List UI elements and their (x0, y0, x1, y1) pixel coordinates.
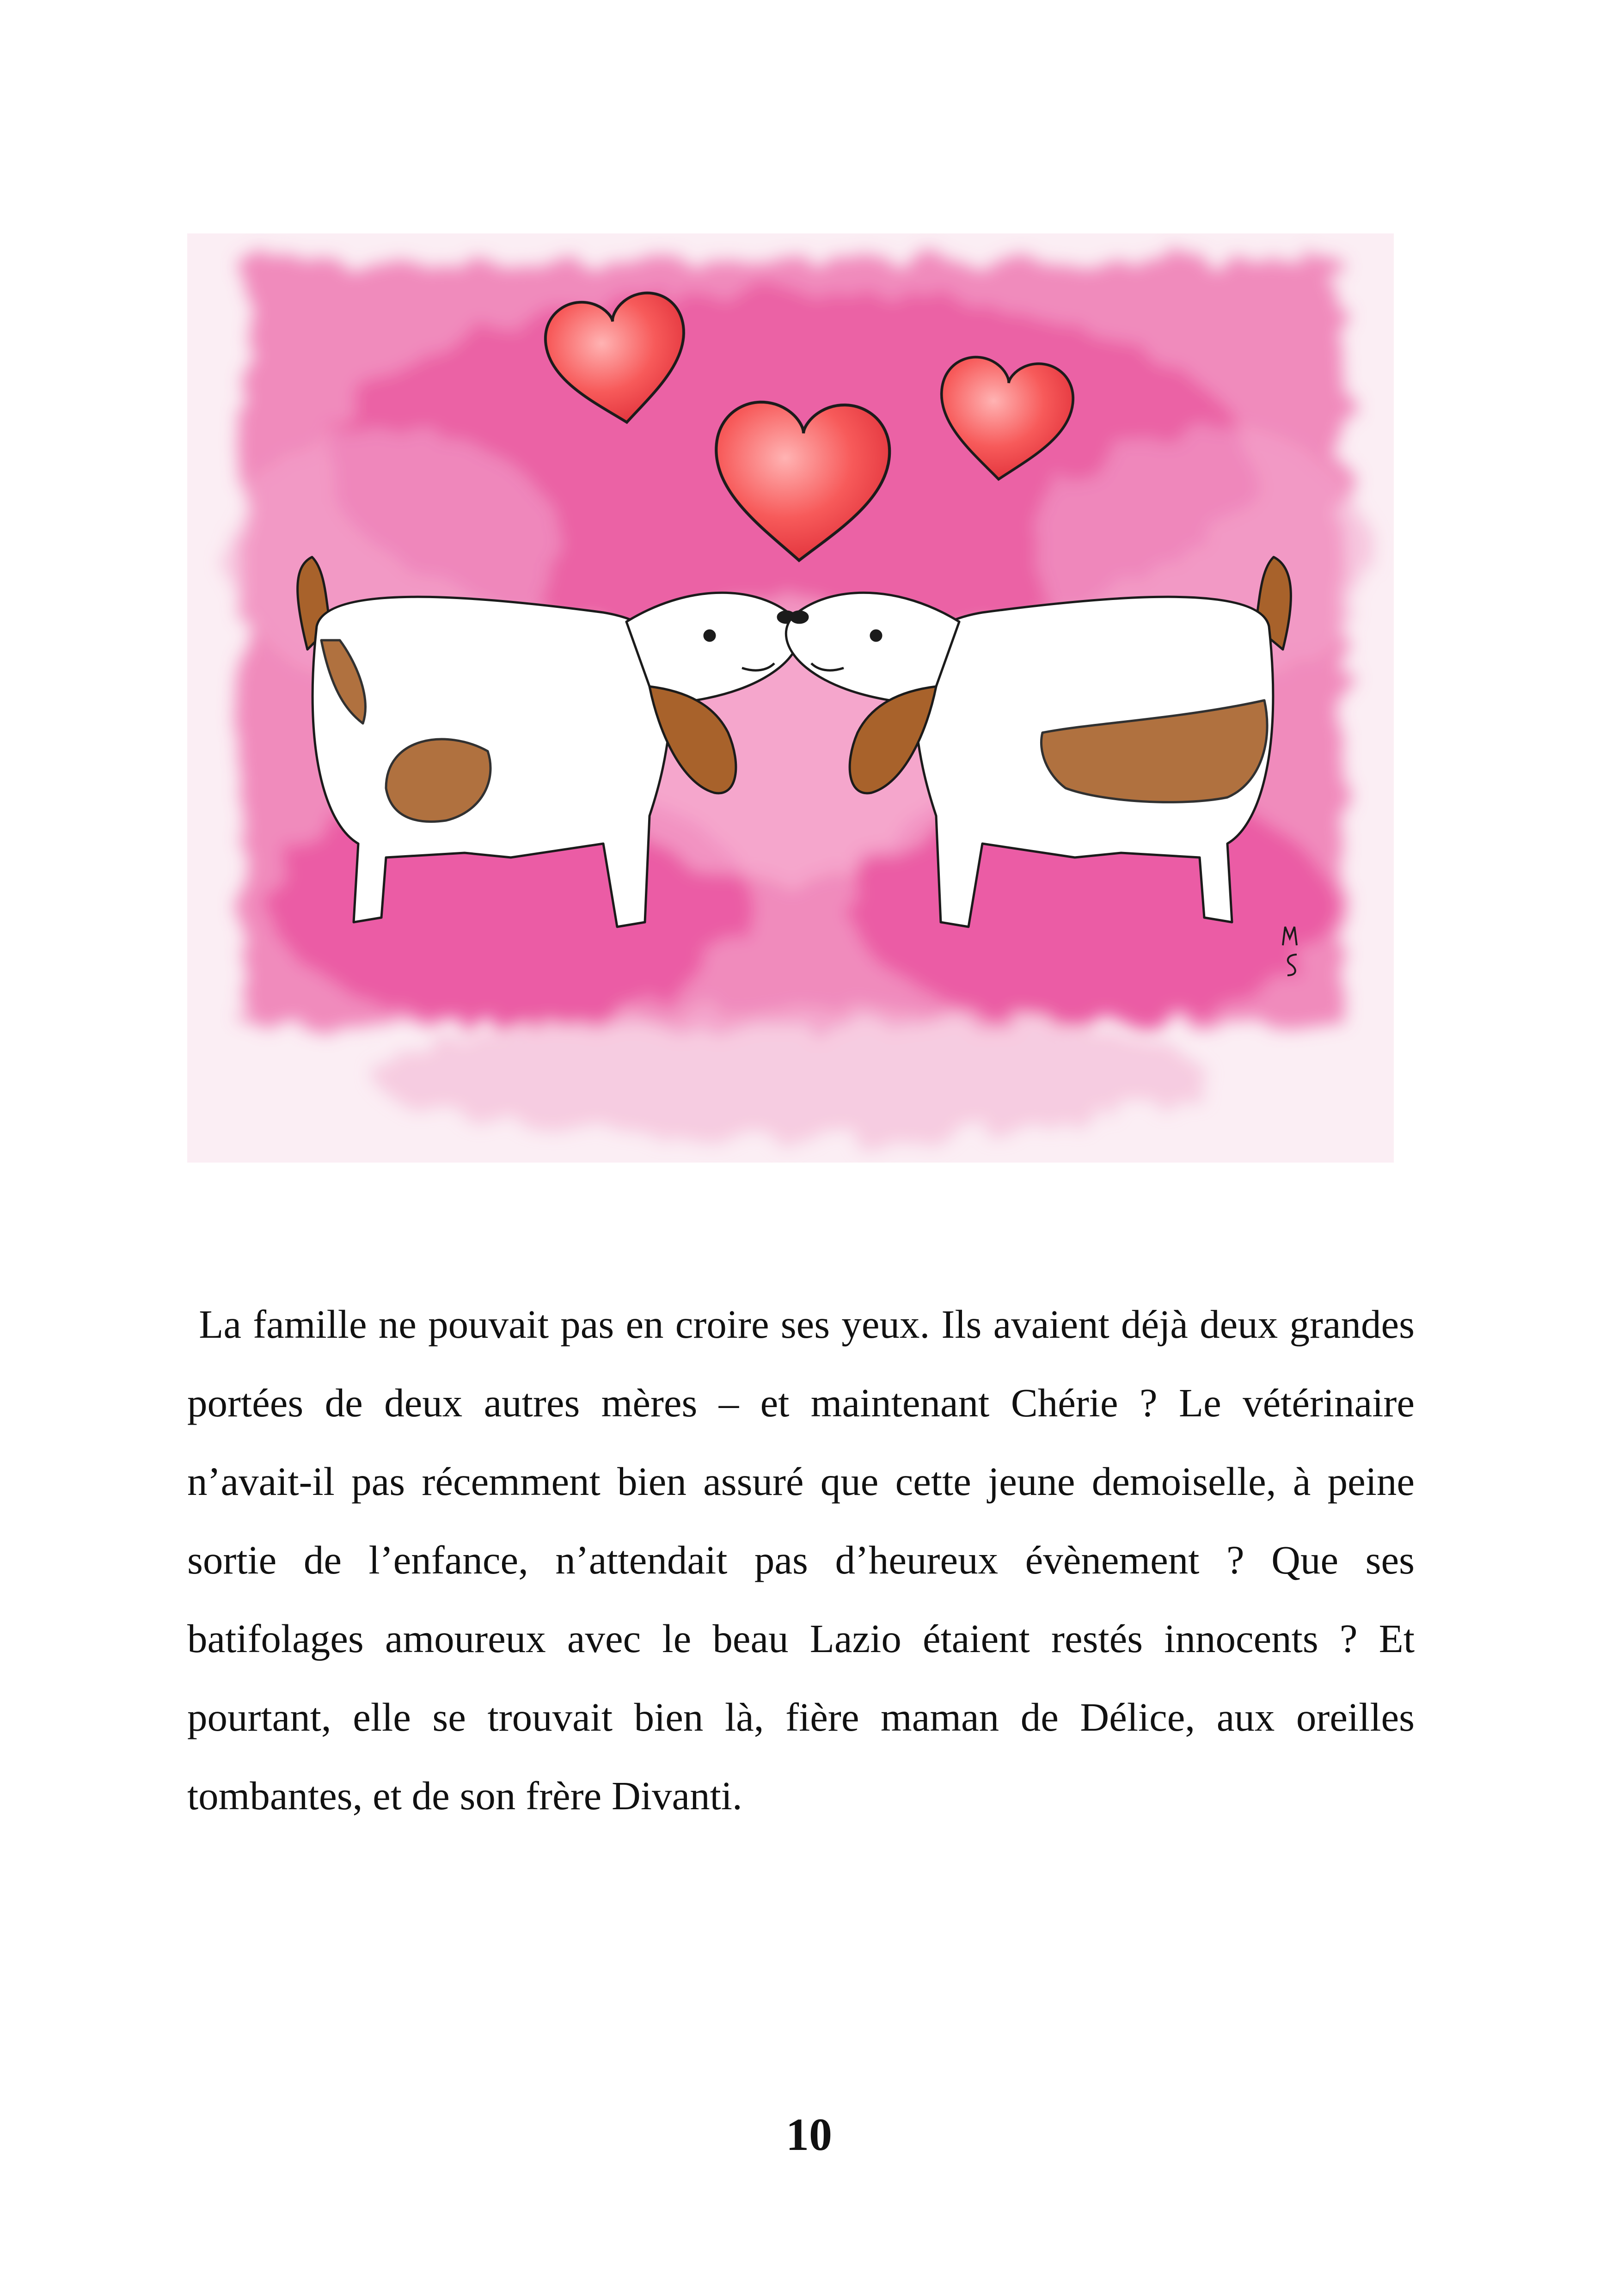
dogs-hearts-illustration (187, 233, 1394, 1163)
page-number: 10 (786, 2109, 832, 2160)
body-paragraph: La famille ne pouvait pas en croire ses yeux. Ils avaient déjà deux grandes portées de deux autres mères – et maintenant Chérie ? Le vétérinaire n’avait-il pas récemment bien assuré que cette jeune demoiselle, à peine sortie de l’enfance, n’attendait pas d’heureux évènement ? Que ses batifolages amoureux avec le beau Lazio étaient restés innocents ? Et pourtant, elle se trouvait bien là, fière maman de Délice, aux oreilles tombantes, et de son frère Divanti. (187, 1302, 1425, 1818)
